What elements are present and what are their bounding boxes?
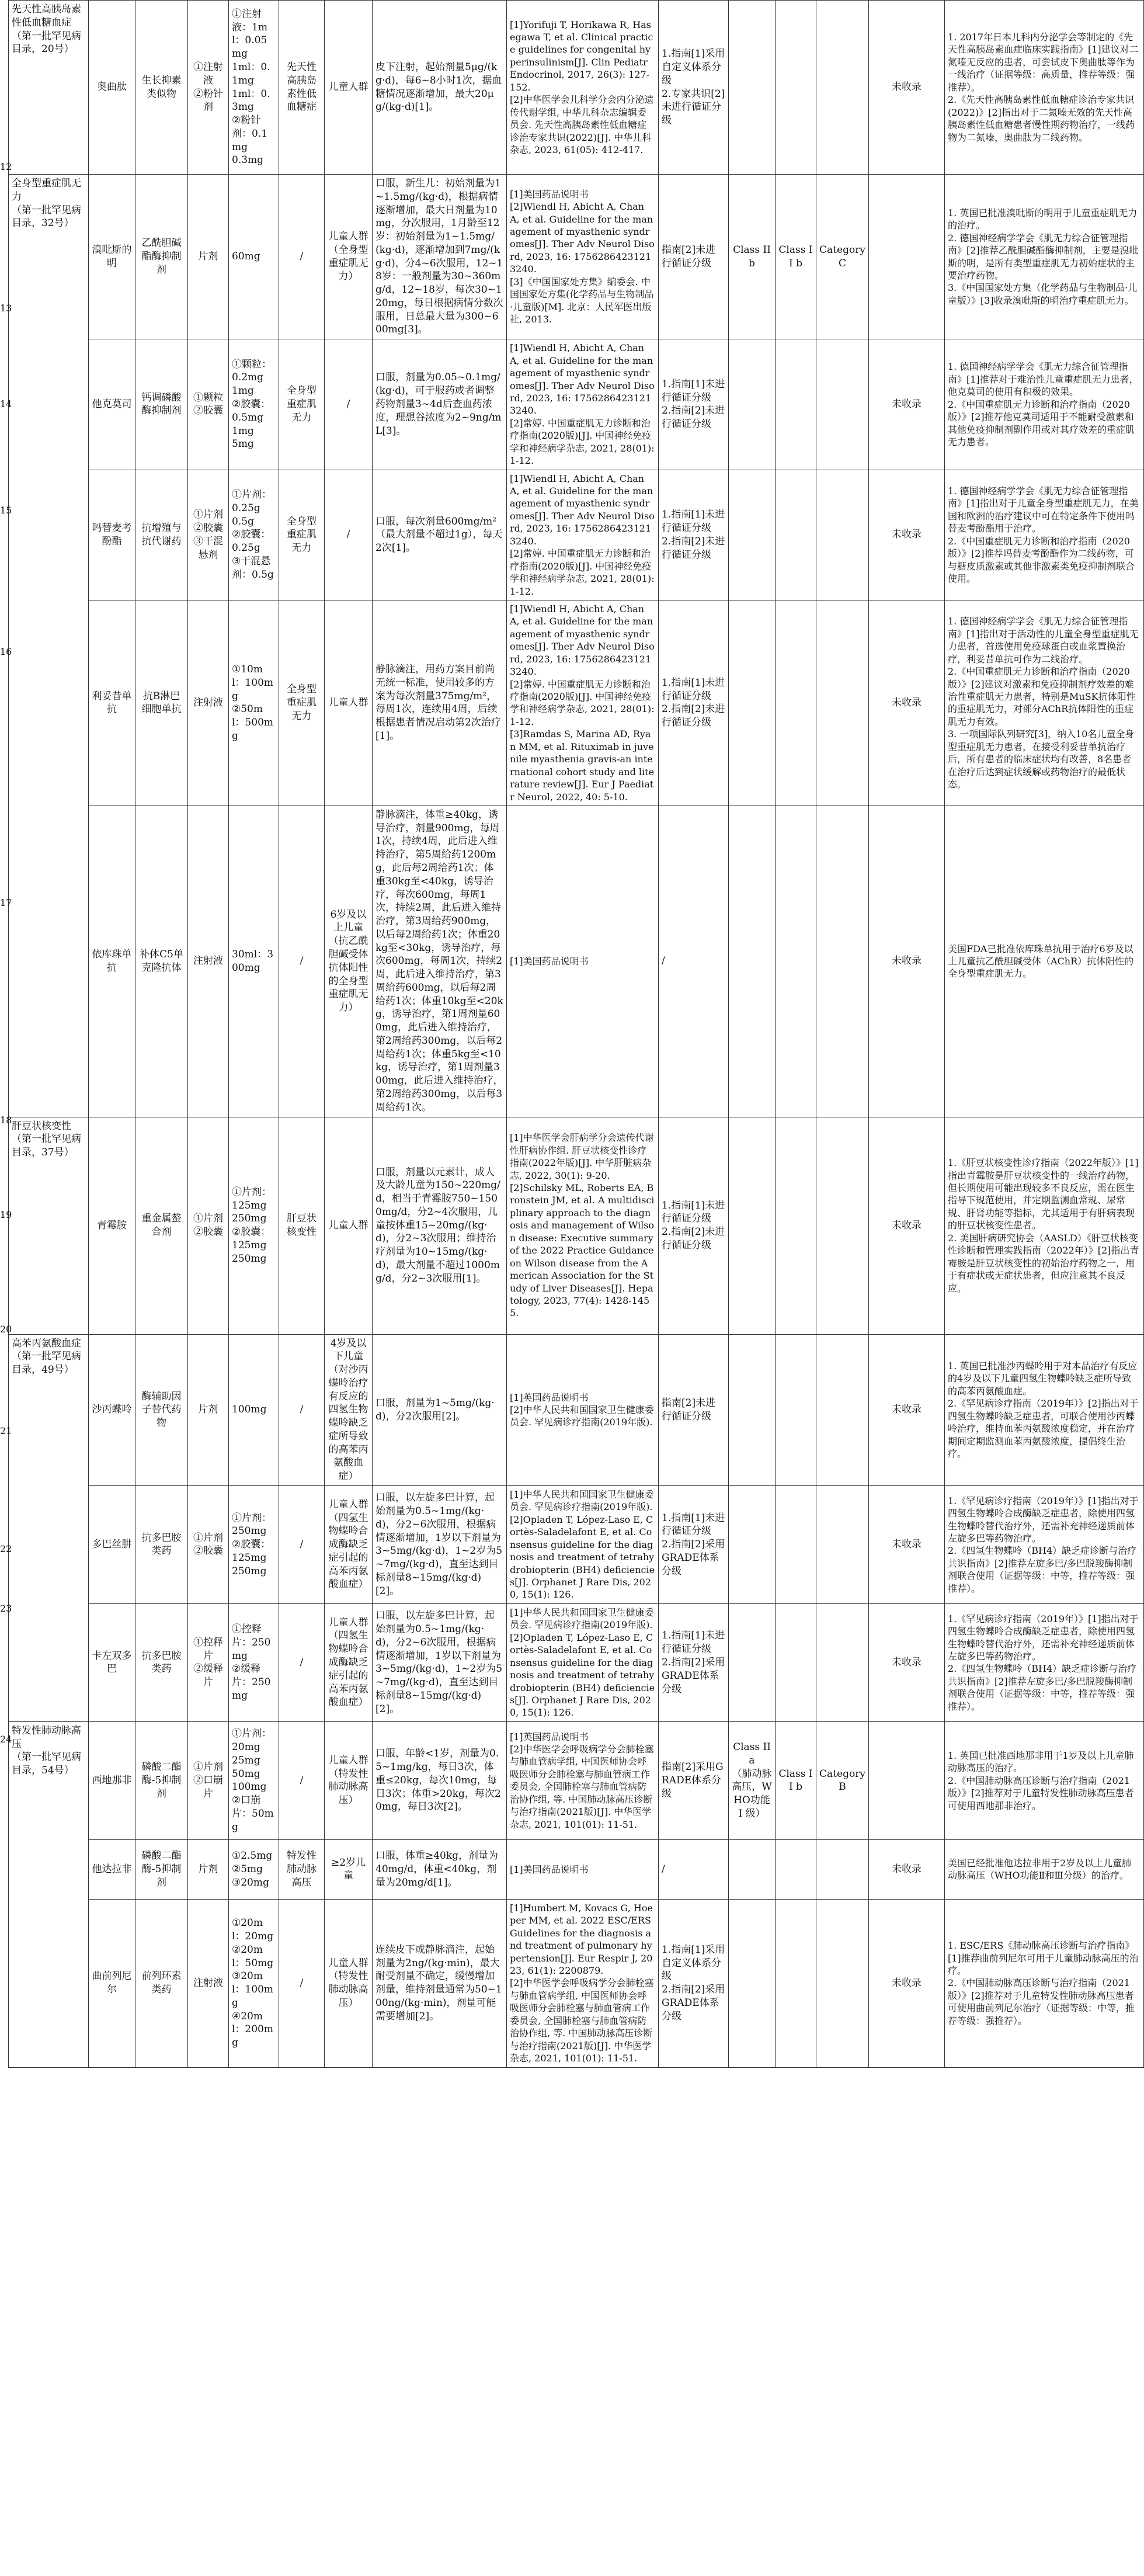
- label-status-cell: 未收录: [869, 1485, 945, 1603]
- recommendation-cell: 1.《罕见病诊疗指南（2019年）》[1]指出对于四氢生物蝶呤合成酶缺乏症患者，除使用四氢生物蝶呤替代治疗外，还需补充神经递质前体左旋多巴等药物治疗。 2.《四氢生物蝶呤（BH4）缺乏症诊断与治疗共识指南》[2]推荐左旋多巴/多巴脱羧酶抑制剂联合使用（证据等级：中等，推荐等级：强推荐）。: [945, 1485, 1144, 1603]
- drug-class-cell: 抗多巴胺类药: [135, 1603, 188, 1721]
- grade-2-cell: [776, 1485, 816, 1603]
- table-row: [9, 1839, 1144, 1899]
- usage-dosage-cell: 连续皮下或静脉滴注，起始剂量为2ng/(kg·min)，最大耐受剂量不确定，缓慢增加剂量，维持剂量通常为50~100ng/(kg·min)，剂量可能需要增加[2]。: [373, 1899, 507, 2067]
- label-status-cell: 未收录: [869, 1603, 945, 1721]
- grade-2-cell: [776, 470, 816, 600]
- recommendation-cell: 1. ESC/ERS《肺动脉高压诊断与治疗指南》[1]推荐曲前列尼尔可用于儿童肺动脉高压的治疗。 2.《中国肺动脉高压诊断与治疗指南（2021版）》[2]推荐对于儿童特发性肺动脉高压患者可使用曲前列尼尔治疗（证据等级：中等，推荐等级：强推荐）。: [945, 1899, 1144, 2067]
- reference-cell: [1]Wiendl H, Abicht A, Chan A, et al. Guideline for the management of myasthenic syndromes[J]. Ther Adv Neurol Disord, 2023, 16: 17562864231213240. [2]常婷. 中国重症肌无力诊断和治疗指南(2020版)[J]. 中国神经免疫学和神经病学杂志, 2021, 28(01): 1-12. [3]Ramdas S, Marina AD, Ryan MM, et al. Rituximab in juvenile myasthenia gravis-an international cohort study and literature review[J]. Eur J Paediatr Neurol, 2022, 40: 5-10.: [507, 600, 659, 806]
- usage-dosage-cell: 口服，剂量为1~5mg/(kg·d)，分2次服用[2]。: [373, 1334, 507, 1485]
- indication-cell: 全身型重症肌无力: [279, 600, 325, 806]
- population-cell: 儿童人群: [325, 1, 373, 175]
- population-cell: 6岁及以上儿童 （抗乙酰胆碱受体抗体阳性的全身型重症肌无力）: [325, 806, 373, 1117]
- drug-name-cell: 西地那非: [89, 1721, 135, 1839]
- row-number: 20: [0, 1324, 12, 1335]
- grade-1-cell: [729, 470, 776, 600]
- grade-1-cell: [729, 1, 776, 175]
- label-status-cell: 未收录: [869, 1117, 945, 1334]
- drug-class-cell: 乙酰胆碱酯酶抑制剂: [135, 175, 188, 339]
- grade-3-cell: [816, 1839, 869, 1899]
- recommendation-cell: 1. 德国神经病学学会《肌无力综合征管理指南》[1]指出对于活动性的儿童全身型重症肌无力患者，首选使用免疫球蛋白或血浆置换治疗，利妥昔单抗可作为二线治疗。 2.《中国重症肌无力诊断和治疗指南（2020版）》[2]建议对激素和免疫抑制剂疗效差的难治性重症肌无力患者，特别是MuSK抗体阳性的重症肌无力，对部分AChR抗体阳性的重症肌无力有效。 3. 一项国际队列研究[3]，纳入10名儿童全身型重症肌无力患者，在接受利妥昔单抗治疗后，所有患者的临床症状均有改善，8名患者在治疗后达到症状缓解或药物治疗的最低状态。: [945, 600, 1144, 806]
- grade-1-cell: Class II a （肺动脉高压，WHO功能 I 级）: [729, 1721, 776, 1839]
- evidence-level-cell: 指南[2]未进行循证分级: [659, 175, 729, 339]
- drug-class-cell: 酶辅助因子替代药物: [135, 1334, 188, 1485]
- grade-3-cell: [816, 1334, 869, 1485]
- grade-1-cell: [729, 1839, 776, 1899]
- drug-class-cell: 前列环素类药: [135, 1899, 188, 2067]
- recommendation-cell: 1.《罕见病诊疗指南（2019年）》[1]指出对于四氢生物蝶呤合成酶缺乏症患者，除使用四氢生物蝶呤替代治疗外，还需补充神经递质前体左旋多巴等药物治疗。 2.《四氢生物蝶呤（BH4）缺乏症诊断与治疗共识指南》[2]推荐左旋多巴/多巴脱羧酶抑制剂联合使用（证据等级：中等，推荐等级：强推荐）。: [945, 1603, 1144, 1721]
- usage-dosage-cell: 口服，剂量为0.05~0.1mg/(kg·d)，可于服药或者调整药物剂量3~4d后查血药浓度，理想谷浓度为2~9ng/mL[3]。: [373, 339, 507, 470]
- indication-cell: /: [279, 806, 325, 1117]
- label-status-cell: 未收录: [869, 600, 945, 806]
- drug-name-cell: 奥曲肽: [89, 1, 135, 175]
- grade-1-cell: [729, 1117, 776, 1334]
- population-cell: /: [325, 470, 373, 600]
- row-number: 21: [0, 1425, 12, 1436]
- indication-cell: /: [279, 1603, 325, 1721]
- dosage-form-cell: ①片剂 ②胶囊: [188, 1117, 229, 1334]
- specification-cell: ①片剂：250mg ②胶囊：125mg 250mg: [229, 1485, 279, 1603]
- indication-cell: /: [279, 1334, 325, 1485]
- indication-cell: /: [279, 175, 325, 339]
- usage-dosage-cell: 口服，以左旋多巴计算，起始剂量为0.5~1mg/(kg·d)，分2~6次服用，根据病情逐渐增加，1岁以下剂量为3~5mg/(kg·d)，1~2岁为5~7mg/(kg·d)，直至达到目标剂量8~15mg/(kg·d)[2]。: [373, 1485, 507, 1603]
- reference-cell: [1]Wiendl H, Abicht A, Chan A, et al. Guideline for the management of myasthenic syndromes[J]. Ther Adv Neurol Disord, 2023, 16: 17562864231213240. [2]常婷. 中国重症肌无力诊断和治疗指南(2020版)[J]. 中国神经免疫学和神经病学杂志, 2021, 28(01): 1-12.: [507, 470, 659, 600]
- recommendation-cell: 1. 德国神经病学学会《肌无力综合征管理指南》[1]推荐对于难治性儿童重症肌无力患者，他克莫司的使用有积极的效果。 2.《中国重症肌无力诊断和治疗指南（2020版）》[2]推荐他克莫司适用于不能耐受激素和其他免疫抑制剂副作用或对其疗效差的重症肌无力患者。: [945, 339, 1144, 470]
- usage-dosage-cell: 口服，每次剂量600mg/m²（最大剂量不超过1g），每天2次[1]。: [373, 470, 507, 600]
- disease-group-cell: 全身型重症肌无力 （第一批罕见病目录，32号）: [9, 175, 89, 1117]
- specification-cell: ①2.5mg ②5mg ③20mg: [229, 1839, 279, 1899]
- reference-cell: [1]中华人民共和国国家卫生健康委员会. 罕见病诊疗指南(2019年版). [2]Opladen T, López-Laso E, Cortès-Saladelafont E, et al. Consensus guideline for the diagnosis and treatment of tetrahydrobiopterin (BH4) deficiencies[J]. Orphanet J Rare Dis, 2020, 15(1): 126.: [507, 1603, 659, 1721]
- indication-cell: 特发性肺动脉高压: [279, 1839, 325, 1899]
- indication-cell: /: [279, 1721, 325, 1839]
- reference-cell: [1]美国药品说明书 [2]Wiendl H, Abicht A, Chan A, et al. Guideline for the management of myasthenic syndromes[J]. Ther Adv Neurol Disord, 2023, 16: 17562864231213240. [3]《中国国家处方集》编委会. 中国国家处方集(化学药品与生物制品·儿童版)[M]. 北京：人民军医出版社, 2013.: [507, 175, 659, 339]
- grade-2-cell: [776, 1603, 816, 1721]
- dosage-form-cell: 片剂: [188, 175, 229, 339]
- dosage-form-cell: 注射液: [188, 1899, 229, 2067]
- usage-dosage-cell: 口服，新生儿：初始剂量为1~1.5mg/(kg·d)，根据病情逐渐增加，最大日剂量为10mg，分次服用，1月龄至12岁：初始剂量为1~1.5mg/(kg·d)，逐渐增加到7mg/(kg·d)，分4~6次服用，12~18岁：一般剂量为30~360mg/d，12~18岁，每次30~120mg，每日根据病情分数次服用，日总最大量为300~600mg[3]。: [373, 175, 507, 339]
- drug-class-cell: 抗增殖与抗代谢药: [135, 470, 188, 600]
- evidence-level-cell: /: [659, 806, 729, 1117]
- reference-cell: [1]Wiendl H, Abicht A, Chan A, et al. Guideline for the management of myasthenic syndromes[J]. Ther Adv Neurol Disord, 2023, 16: 17562864231213240. [2]常婷. 中国重症肌无力诊断和治疗指南(2020版)[J]. 中国神经免疫学和神经病学杂志, 2021, 28(01): 1-12.: [507, 339, 659, 470]
- evidence-level-cell: 1.指南[1]未进行循证分级 2.指南[2]采用GRADE体系分级: [659, 1603, 729, 1721]
- indication-cell: /: [279, 1485, 325, 1603]
- row-number: 22: [0, 1543, 12, 1554]
- table-row: [9, 1899, 1144, 2067]
- table-row: [9, 175, 1144, 339]
- grade-1-cell: [729, 1334, 776, 1485]
- drug-name-cell: 他达拉非: [89, 1839, 135, 1899]
- specification-cell: ①注射液：1ml：0.05mg 1ml：0.1mg 1ml：0.3mg ②粉针剂：0.1mg 0.3mg: [229, 1, 279, 175]
- grade-3-cell: [816, 806, 869, 1117]
- label-status-cell: [869, 175, 945, 339]
- grade-2-cell: [776, 1334, 816, 1485]
- usage-dosage-cell: 口服，年龄<1岁，剂量为0.5~1mg/kg，每日3次，体重≤20kg，每次10mg，每日3次；体重>20kg，每次20mg，每日3次[2]。: [373, 1721, 507, 1839]
- drug-class-cell: 生长抑素类似物: [135, 1, 188, 175]
- grade-2-cell: [776, 339, 816, 470]
- grade-1-cell: [729, 339, 776, 470]
- label-status-cell: 未收录: [869, 470, 945, 600]
- specification-cell: ①10ml：100mg ②50ml：500mg: [229, 600, 279, 806]
- table-row: [9, 1721, 1144, 1839]
- recommendation-cell: 美国FDA已批准依库珠单抗用于治疗6岁及以上儿童抗乙酰胆碱受体（AChR）抗体阳性的全身型重症肌无力。: [945, 806, 1144, 1117]
- drug-class-cell: 重金属螯合剂: [135, 1117, 188, 1334]
- reference-cell: [1]中华人民共和国国家卫生健康委员会. 罕见病诊疗指南(2019年版). [2]Opladen T, López-Laso E, Cortès-Saladelafont E, et al. Consensus guideline for the diagnosis and treatment of tetrahydrobiopterin (BH4) deficiencies[J]. Orphanet J Rare Dis, 2020, 15(1): 126.: [507, 1485, 659, 1603]
- grade-2-cell: Class II b: [776, 175, 816, 339]
- table-row: [9, 806, 1144, 1117]
- row-number: 12: [0, 161, 12, 172]
- specification-cell: ①控释片：250mg ②缓释片：250mg: [229, 1603, 279, 1721]
- usage-dosage-cell: 静脉滴注，体重≥40kg，诱导治疗，剂量900mg，每周1次，持续4周，此后进入维持治疗，第5周给药1200mg，此后每2周给药1次；体重30kg至<40kg，诱导治疗，每次600mg，每周1次，持续2周，此后进入维持治疗，第3周给药900mg，以后每2周给药1次；体重20kg至<30kg，诱导治疗，每次600mg，每周1次，持续2周，此后进入维持治疗，第3周给药600mg，以后每2周给药1次；体重10kg至<20kg，诱导治疗，第1周剂量600mg，此后进入维持治疗，第2周给药300mg，以后每2周给药1次；体重5kg至<10kg，诱导治疗，第1周剂量300mg，此后进入维持治疗，第2周给药300mg，以后每3周给药1次。: [373, 806, 507, 1117]
- drug-name-cell: 曲前列尼尔: [89, 1899, 135, 2067]
- row-number: 24: [0, 1734, 12, 1745]
- row-number: 18: [0, 1115, 12, 1126]
- evidence-level-cell: 1.指南[1]采用自定义体系分级 2.专家共识[2]未进行循证分级: [659, 1, 729, 175]
- grade-2-cell: [776, 600, 816, 806]
- specification-cell: ①片剂：0.25g 0.5g ②胶囊：0.25g ③干混悬剂：0.5g: [229, 470, 279, 600]
- usage-dosage-cell: 静脉滴注，用药方案目前尚无统一标准，使用较多的方案为每次剂量375mg/m²，每周1次，连续用4周，后续根据患者情况启动第2次治疗[1]。: [373, 600, 507, 806]
- evidence-level-cell: 1.指南[1]未进行循证分级 2.指南[2]未进行循证分级: [659, 470, 729, 600]
- drug-name-cell: 利妥昔单抗: [89, 600, 135, 806]
- grade-2-cell: [776, 1899, 816, 2067]
- recommendation-cell: 1. 英国已批准溴吡斯的明用于儿童重症肌无力的治疗。 2. 德国神经病学学会《肌无力综合征管理指南》[2]推荐乙酰胆碱酯酶抑制剂，主要是溴吡斯的明，是所有类型重症肌无力初始症状的主要治疗药物。 3.《中国国家处方集（化学药品与生物制品·儿童版）》[3]收录溴吡斯的明治疗重症肌无力。: [945, 175, 1144, 339]
- drug-name-cell: 多巴丝肼: [89, 1485, 135, 1603]
- row-number: 19: [0, 1209, 12, 1220]
- grade-2-cell: [776, 1, 816, 175]
- drug-table: [8, 0, 1144, 2068]
- table-row: [9, 1334, 1144, 1485]
- indication-cell: 肝豆状核变性: [279, 1117, 325, 1334]
- table-body: [9, 1, 1144, 2068]
- population-cell: 4岁及以下儿童 （对沙丙蝶呤治疗有反应的四氢生物蝶呤缺乏症所导致的高苯丙氨酸血症）: [325, 1334, 373, 1485]
- grade-1-cell: [729, 1603, 776, 1721]
- evidence-level-cell: 1.指南[1]未进行循证分级 2.指南[2]未进行循证分级: [659, 339, 729, 470]
- disease-group-cell: 特发性肺动脉高压 （第一批罕见病目录，54号）: [9, 1721, 89, 2067]
- drug-class-cell: 钙调磷酸酶抑制剂: [135, 339, 188, 470]
- disease-group-cell: 先天性高胰岛素性低血糖血症 （第一批罕见病目录，20号）: [9, 1, 89, 175]
- dosage-form-cell: 注射液: [188, 806, 229, 1117]
- table-row: [9, 339, 1144, 470]
- recommendation-cell: 1. 英国已批准西地那非用于1岁及以上儿童肺动脉高压的治疗。 2.《中国肺动脉高压诊断与治疗指南（2021版）》[2]推荐对于儿童特发性肺动脉高压患者可使用西地那非治疗。: [945, 1721, 1144, 1839]
- dosage-form-cell: ①控释片 ②缓释片: [188, 1603, 229, 1721]
- table-row: [9, 1, 1144, 175]
- reference-cell: [1]Yorifuji T, Horikawa R, Hasegawa T, et al. Clinical practice guidelines for congenital hyperinsulinism[J]. Clin Pediatr Endocrinol, 2017, 26(3): 127-152. [2]中华医学会儿科学分会内分泌遗传代谢学组, 中华儿科杂志编辑委员会. 先天性高胰岛素性低血糖症诊治专家共识(2022)[J]. 中华儿科杂志, 2023, 61(05): 412-417.: [507, 1, 659, 175]
- table-row: [9, 470, 1144, 600]
- evidence-level-cell: 1.指南[1]未进行循证分级 2.指南[2]采用GRADE体系分级: [659, 1485, 729, 1603]
- drug-name-cell: 吗替麦考酚酯: [89, 470, 135, 600]
- indication-cell: 全身型重症肌无力: [279, 470, 325, 600]
- population-cell: /: [325, 339, 373, 470]
- recommendation-cell: 1.《肝豆状核变性诊疗指南（2022年版）》[1]指出青霉胺是肝豆状核变性的一线治疗药物，但长期使用可能出现较多不良反应，需在医生指导下规范使用，并定期监测血常规、尿常规、肝肾功能等指标，尤其适用于有肝病表现的肝豆状核变性患者。 2. 美国肝病研究协会（AASLD）《肝豆状核变性诊断和管理实践指南（2022年）》[2]指出青霉胺是肝豆状核变性的初始治疗药物之一，用于有症状或无症状患者，但应注意其不良反应。: [945, 1117, 1144, 1334]
- indication-cell: 先天性高胰岛素性低血糖症: [279, 1, 325, 175]
- drug-class-cell: 磷酸二酯酶-5抑制剂: [135, 1721, 188, 1839]
- specification-cell: ①20ml：20mg ②20ml：50mg ③20ml：100mg ④20ml：200mg: [229, 1899, 279, 2067]
- dosage-form-cell: ①片剂 ②胶囊 ③干混悬剂: [188, 470, 229, 600]
- row-number: 14: [0, 398, 12, 409]
- grade-3-cell: Category B: [816, 1721, 869, 1839]
- drug-name-cell: 溴吡斯的明: [89, 175, 135, 339]
- grade-3-cell: [816, 1117, 869, 1334]
- reference-cell: [1]英国药品说明书 [2]中华人民共和国国家卫生健康委员会. 罕见病诊疗指南(2019年版).: [507, 1334, 659, 1485]
- reference-cell: [1]美国药品说明书: [507, 1839, 659, 1899]
- usage-dosage-cell: 口服，剂量以元素计，成人及大龄儿童为150~220mg/d，相当于青霉胺750~1500mg/d，分2~4次服用，儿童按体重15~20mg/(kg·d)，分2~3次服用；维持治疗剂量为10~15mg/(kg·d)，最大剂量不超过1000mg/d，分2~3次服用[1]。: [373, 1117, 507, 1334]
- drug-class-cell: 抗B淋巴细胞单抗: [135, 600, 188, 806]
- drug-name-cell: 卡左双多巴: [89, 1603, 135, 1721]
- grade-3-cell: [816, 1603, 869, 1721]
- population-cell: 儿童人群: [325, 600, 373, 806]
- grade-1-cell: Class II b: [729, 175, 776, 339]
- grade-3-cell: [816, 1, 869, 175]
- specification-cell: 60mg: [229, 175, 279, 339]
- drug-class-cell: 补体C5单克隆抗体: [135, 806, 188, 1117]
- dosage-form-cell: 片剂: [188, 1334, 229, 1485]
- dosage-form-cell: ①注射液 ②粉针剂: [188, 1, 229, 175]
- grade-3-cell: Category C: [816, 175, 869, 339]
- grade-1-cell: [729, 1899, 776, 2067]
- reference-cell: [1]英国药品说明书 [2]中华医学会呼吸病学分会肺栓塞与肺血管病学组, 中国医师协会呼吸医师分会肺栓塞与肺血管病工作委员会, 全国肺栓塞与肺血管病防治协作组, 等. 中国肺动脉高压诊断与治疗指南(2021版)[J]. 中华医学杂志, 2021, 101(01): 11-51.: [507, 1721, 659, 1839]
- usage-dosage-cell: 口服，体重≥40kg，剂量为40mg/d，体重<40kg，剂量为20mg/d[1]。: [373, 1839, 507, 1899]
- dosage-form-cell: 注射液: [188, 600, 229, 806]
- dosage-form-cell: ①颗粒 ②胶囊: [188, 339, 229, 470]
- grade-1-cell: [729, 1485, 776, 1603]
- row-number: 13: [0, 303, 12, 314]
- label-status-cell: 未收录: [869, 1334, 945, 1485]
- label-status-cell: 未收录: [869, 1, 945, 175]
- grade-1-cell: [729, 600, 776, 806]
- table-row: [9, 1117, 1144, 1334]
- row-number: 16: [0, 646, 12, 657]
- row-number: 15: [0, 505, 12, 516]
- usage-dosage-cell: 口服，以左旋多巴计算，起始剂量为0.5~1mg/(kg·d)，分2~6次服用，根据病情逐渐增加，1岁以下剂量为3~5mg/(kg·d)，1~2岁为5~7mg/(kg·d)，直至达到目标剂量8~15mg/(kg·d)[2]。: [373, 1603, 507, 1721]
- grade-3-cell: [816, 1899, 869, 2067]
- drug-class-cell: 磷酸二酯酶-5抑制剂: [135, 1839, 188, 1899]
- grade-3-cell: [816, 600, 869, 806]
- drug-name-cell: 沙丙蝶呤: [89, 1334, 135, 1485]
- population-cell: 儿童人群 （四氢生物蝶呤合成酶缺乏症引起的高苯丙氨酸血症）: [325, 1603, 373, 1721]
- recommendation-cell: 1. 英国已批准沙丙蝶呤用于对本品治疗有反应的4岁及以下儿童四氢生物蝶呤缺乏症所导致的高苯丙氨酸血症。 2.《罕见病诊疗指南（2019年）》[2]指出对于四氢生物蝶呤缺乏症患者，可联合使用沙丙蝶呤治疗，维持血苯丙氨酸浓度稳定，并在治疗期间定期监测血苯丙氨酸浓度，提倡终生治疗。: [945, 1334, 1144, 1485]
- grade-2-cell: Class II b: [776, 1721, 816, 1839]
- drug-name-cell: 依库珠单抗: [89, 806, 135, 1117]
- reference-cell: [1]美国药品说明书: [507, 806, 659, 1117]
- label-status-cell: 未收录: [869, 806, 945, 1117]
- population-cell: ≥2岁儿童: [325, 1839, 373, 1899]
- evidence-level-cell: 指南[2]采用GRADE体系分级: [659, 1721, 729, 1839]
- reference-cell: [1]中华医学会肝病学分会遗传代谢性肝病协作组. 肝豆状核变性诊疗指南(2022年版)[J]. 中华肝脏病杂志, 2022, 30(1): 9-20. [2]Schilsky ML, Roberts EA, Bronstein JM, et al. A multidisciplinary approach to the diagnosis and management of Wilson disease: Executive summary of the 2022 Practice Guidance on Wilson disease from the American Association for the Study of Liver Diseases[J]. Hepatology, 2023, 77(4): 1428-1455.: [507, 1117, 659, 1334]
- grade-3-cell: [816, 1485, 869, 1603]
- recommendation-cell: 1. 2017年日本儿科内分泌学会等制定的《先天性高胰岛素血症临床实践指南》[1]建议对二氮嗪无反应的患者，可尝试皮下奥曲肽等作为一线治疗（证据等级：高质量，推荐等级：强推荐）。 2.《先天性高胰岛素性低血糖症诊治专家共识(2022)》[2]指出对于二氮嗪无效的先天性高胰岛素性低血糖患者慢性期药物治疗，一线药物为二氮嗪，奥曲肽为二线药物。: [945, 1, 1144, 175]
- grade-3-cell: [816, 470, 869, 600]
- disease-group-cell: 肝豆状核变性 （第一批罕见病目录，37号）: [9, 1117, 89, 1334]
- dosage-form-cell: 片剂: [188, 1839, 229, 1899]
- reference-cell: [1]Humbert M, Kovacs G, Hoeper MM, et al. 2022 ESC/ERS Guidelines for the diagnosis and treatment of pulmonary hypertension[J]. Eur Respir J, 2023, 61(1): 2200879. [2]中华医学会呼吸病学分会肺栓塞与肺血管病学组, 中国医师协会呼吸医师分会肺栓塞与肺血管病工作委员会, 全国肺栓塞与肺血管病防治协作组, 等. 中国肺动脉高压诊断与治疗指南(2021版)[J]. 中华医学杂志, 2021, 101(01): 11-51.: [507, 1899, 659, 2067]
- specification-cell: ①片剂：20mg 25mg 50mg 100mg ②口崩片：50mg: [229, 1721, 279, 1839]
- drug-class-cell: 抗多巴胺类药: [135, 1485, 188, 1603]
- population-cell: 儿童人群: [325, 1117, 373, 1334]
- evidence-level-cell: /: [659, 1839, 729, 1899]
- specification-cell: ①颗粒：0.2mg 1mg ②胶囊：0.5mg 1mg 5mg: [229, 339, 279, 470]
- grade-2-cell: [776, 1117, 816, 1334]
- disease-group-cell: 高苯丙氨酸血症 （第一批罕见病目录，49号）: [9, 1334, 89, 1721]
- grade-3-cell: [816, 339, 869, 470]
- population-cell: 儿童人群 （特发性肺动脉高压）: [325, 1721, 373, 1839]
- indication-cell: /: [279, 1899, 325, 2067]
- label-status-cell: 未收录: [869, 339, 945, 470]
- population-cell: 儿童人群 （全身型重症肌无力）: [325, 175, 373, 339]
- dosage-form-cell: ①片剂 ②口崩片: [188, 1721, 229, 1839]
- recommendation-cell: 美国已经批准他达拉非用于2岁及以上儿童肺动脉高压（WHO功能Ⅱ和Ⅲ分级）的治疗。: [945, 1839, 1144, 1899]
- evidence-level-cell: 指南[2]未进行循证分级: [659, 1334, 729, 1485]
- dosage-form-cell: ①片剂 ②胶囊: [188, 1485, 229, 1603]
- table-row: [9, 600, 1144, 806]
- drug-name-cell: 他克莫司: [89, 339, 135, 470]
- drug-name-cell: 青霉胺: [89, 1117, 135, 1334]
- row-number: 23: [0, 1603, 12, 1614]
- grade-2-cell: [776, 806, 816, 1117]
- grade-2-cell: [776, 1839, 816, 1899]
- population-cell: 儿童人群 （特发性肺动脉高压）: [325, 1899, 373, 2067]
- specification-cell: 30ml：300mg: [229, 806, 279, 1117]
- label-status-cell: [869, 1721, 945, 1839]
- grade-1-cell: [729, 806, 776, 1117]
- row-number: 17: [0, 897, 12, 908]
- evidence-level-cell: 1.指南[1]采用自定义体系分级 2.指南[2]采用GRADE体系分级: [659, 1899, 729, 2067]
- table-row: [9, 1603, 1144, 1721]
- specification-cell: ①片剂：125mg 250mg ②胶囊：125mg 250mg: [229, 1117, 279, 1334]
- usage-dosage-cell: 皮下注射，起始剂量5μg/(kg·d)，每6~8小时1次，据血糖情况逐渐增加，最大20μg/(kg·d)[1]。: [373, 1, 507, 175]
- evidence-level-cell: 1.指南[1]未进行循证分级 2.指南[2]未进行循证分级: [659, 600, 729, 806]
- table-row: [9, 1485, 1144, 1603]
- recommendation-cell: 1. 德国神经病学学会《肌无力综合征管理指南》[1]指出对于儿童全身型重症肌无力，在美国和欧洲的治疗建议中可在特定条件下使用吗替麦考酚酯用于治疗。 2.《中国重症肌无力诊断和治疗指南（2020版）》[2]推荐吗替麦考酚酯作为二线药物，可与糖皮质激素或其他非激素类免疫抑制剂联合使用。: [945, 470, 1144, 600]
- indication-cell: 全身型重症肌无力: [279, 339, 325, 470]
- specification-cell: 100mg: [229, 1334, 279, 1485]
- evidence-level-cell: 1.指南[1]未进行循证分级 2.指南[2]未进行循证分级: [659, 1117, 729, 1334]
- label-status-cell: 未收录: [869, 1839, 945, 1899]
- population-cell: 儿童人群 （四氢生物蝶呤合成酶缺乏症引起的高苯丙氨酸血症）: [325, 1485, 373, 1603]
- label-status-cell: 未收录: [869, 1899, 945, 2067]
